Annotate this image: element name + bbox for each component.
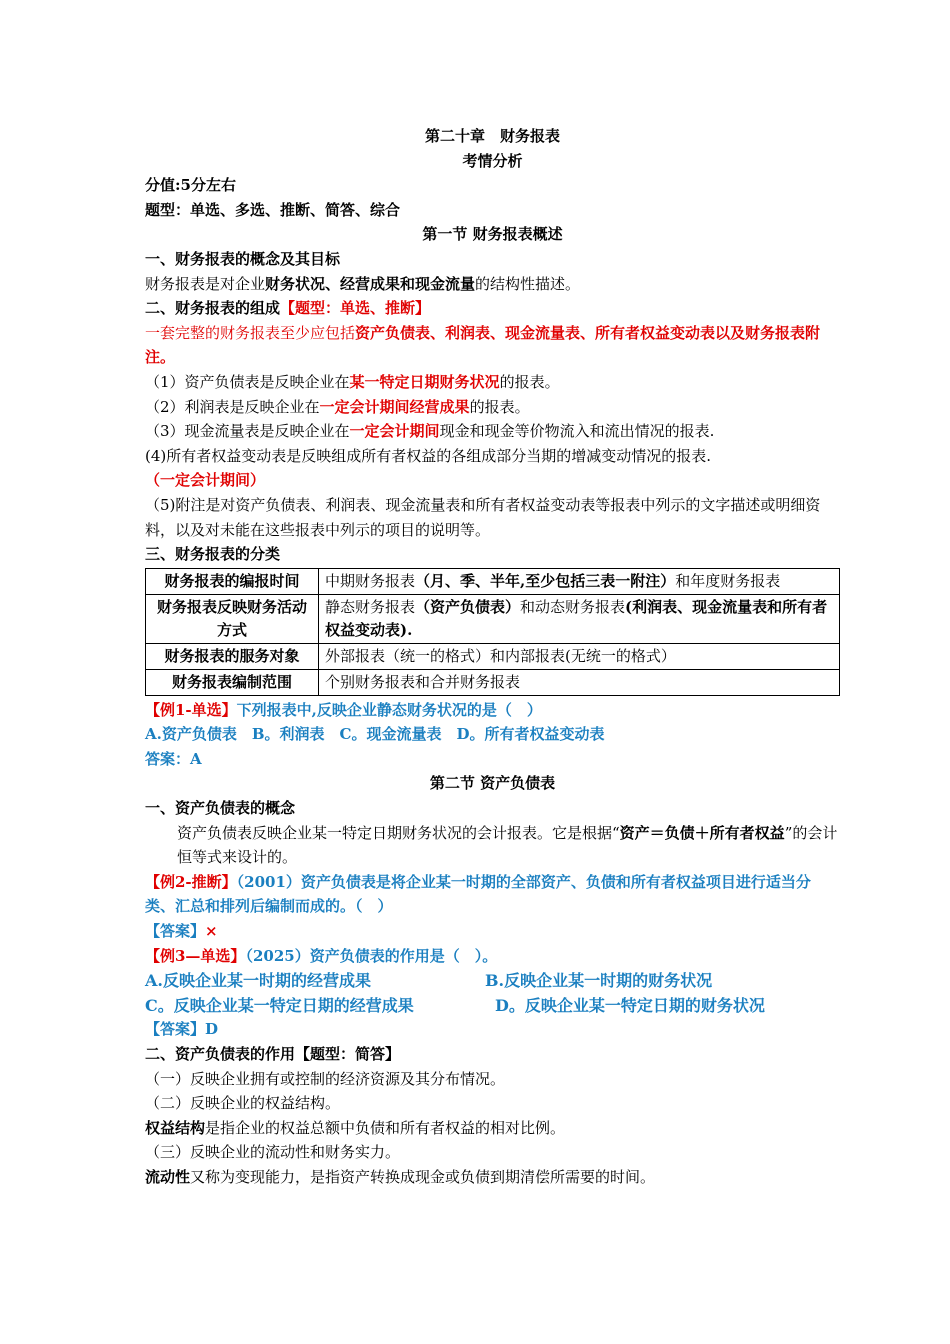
- composition-item-2: （2）利润表是反映企业在一定会计期间经营成果的报表。: [145, 397, 530, 416]
- liquidity-definition: 流动性又称为变现能力，是指资产转换成现金或负债到期清偿所需要的时间。: [145, 1167, 656, 1186]
- section2-heading-role: 二、资产负债表的作用【题型：简答】: [145, 1045, 401, 1063]
- chapter-title: 第二十章 财务报表: [424, 127, 560, 145]
- table-row-value: 个别财务报表和合并财务报表: [319, 669, 840, 695]
- section1-heading-composition: 二、财务报表的组成【题型：单选、推断】: [145, 299, 431, 318]
- table-row: [146, 568, 840, 594]
- table-row-value: 外部报表（统一的格式）和内部报表(无统一的格式）: [319, 643, 840, 669]
- classification-table: [145, 568, 840, 696]
- score-line: 分值:5分左右: [145, 176, 236, 195]
- role-item-2: （二）反映企业的权益结构。: [145, 1094, 341, 1113]
- table-row-key: 财务报表的服务对象: [146, 643, 319, 669]
- table-row-value: 中期财务报表（月、季、半年,至少包括三表一附注）和年度财务报表: [319, 568, 840, 594]
- example-2-question: 【例2-推断】（2001）资产负债表是将企业某一时期的全部资产、负债和所有者权益项目进行适当分类、汇总和排列后编制而成的。（ ）: [145, 872, 811, 916]
- table-row: [146, 594, 840, 643]
- section1-title: 第一节 财务报表概述: [422, 225, 563, 244]
- section2-title: 第二节 资产负债表: [429, 774, 556, 793]
- table-row-value: 静态财务报表（资产负债表）和动态财务报表(利润表、现金流量表和所有者权益变动表).: [319, 594, 840, 643]
- balance-sheet-concept-paragraph: 资产负债表反映企业某一特定日期财务状况的会计报表。它是根据“资产＝负债＋所有者权益”的会计恒等式来设计的。: [177, 823, 838, 867]
- composition-item-1: （1）资产负债表是反映企业在某一特定日期财务状况的报表。: [145, 372, 560, 391]
- example-3-answer: 【答案】D: [145, 1020, 219, 1039]
- example-3-option-a: A.反映企业某一时期的经营成果: [145, 971, 371, 991]
- document-page: [145, 124, 840, 1190]
- composition-item-4: (4)所有者权益变动表是反映组成所有者权益的各组成部分当期的增减变动情况的报表.: [145, 446, 712, 465]
- composition-item-5: （5)附注是对资产负债表、利润表、现金流量表和所有者权益变动表等报表中列示的文字描述或明细资料，以及对未能在这些报表中列示的项目的说明等。: [145, 495, 821, 539]
- example-3-option-c: C。反映企业某一特定日期的经营成果: [145, 995, 414, 1015]
- role-item-3: （三）反映企业的流动性和财务实力。: [145, 1143, 401, 1162]
- equity-structure-definition: 权益结构是指企业的权益总额中负债和所有者权益的相对比例。: [145, 1118, 566, 1137]
- section2-heading-concept: 一、资产负债表的概念: [145, 799, 296, 818]
- example-3-options-row-1: [145, 968, 840, 993]
- example-2-answer: 【答案】×: [145, 922, 218, 941]
- composition-item-3: （3）现金流量表是反映企业在一定会计期间现金和现金等价物流入和流出情况的报表.: [145, 422, 715, 441]
- table-row-key: 财务报表的编报时间: [146, 568, 319, 594]
- table-row-key: 财务报表编制范围: [146, 669, 319, 695]
- chapter-subtitle: 考情分析: [462, 151, 523, 170]
- table-row: [146, 643, 840, 669]
- question-types-line: 题型：单选、多选、推断、简答、综合: [145, 200, 401, 219]
- example-1-answer: 答案：A: [145, 749, 202, 768]
- example-3-options-row-2: [145, 993, 840, 1018]
- concept-paragraph: 财务报表是对企业财务状况、经营成果和现金流量的结构性描述。: [145, 274, 581, 293]
- example-3-option-b: B.反映企业某一时期的财务状况: [485, 971, 713, 991]
- example-1-options: A.资产负债表 B。利润表 C。现金流量表 D。所有者权益变动表: [145, 725, 605, 744]
- composition-paragraph: 一套完整的财务报表至少应包括资产负债表、利润表、现金流量表、所有者权益变动表以及财务报表附注。: [145, 323, 821, 367]
- example-3-option-d: D。反映企业某一特定日期的财务状况: [495, 995, 765, 1015]
- composition-item-4-note: （一定会计期间）: [145, 471, 266, 490]
- table-row-key: 财务报表反映财务活动方式: [146, 594, 319, 643]
- table-row: [146, 669, 840, 695]
- example-1-question: 【例1-单选】下列报表中,反映企业静态财务状况的是（ ）: [145, 700, 542, 719]
- example-3-question: 【例3—单选】（2025）资产负债表的作用是（ ）。: [145, 946, 498, 965]
- role-item-1: （一）反映企业拥有或控制的经济资源及其分布情况。: [145, 1069, 506, 1088]
- section1-heading-classification: 三、财务报表的分类: [145, 545, 281, 564]
- section1-heading-concept: 一、财务报表的概念及其目标: [145, 249, 341, 268]
